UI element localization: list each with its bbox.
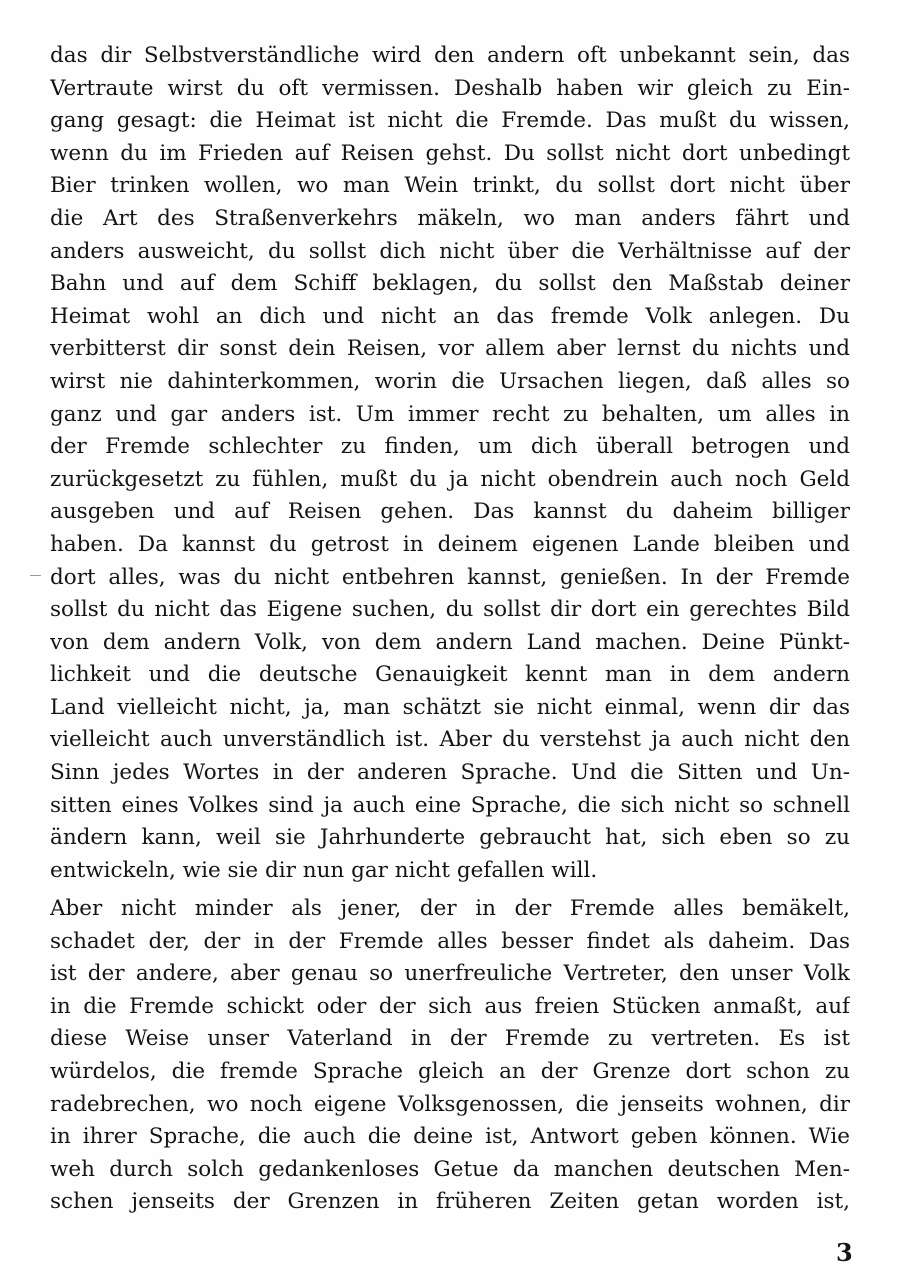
- text-line: verbitterst dir sonst dein Reisen, vor allem aber lernst du nichts und: [50, 336, 850, 362]
- text-line: entwickeln, wie sie dir nun gar nicht gefallen will.: [50, 857, 598, 883]
- text-line: vielleicht auch unverständlich ist. Aber du verstehst ja auch nicht den: [50, 727, 850, 753]
- text-line: Heimat wohl an dich und nicht an das fremde Volk anlegen. Du: [50, 303, 850, 329]
- text-line: von dem andern Volk, von dem andern Land machen. Deine Pünkt-: [50, 629, 850, 655]
- text-line: wirst nie dahinterkommen, worin die Ursachen liegen, daß alles so: [50, 368, 850, 394]
- text-line: zurückgesetzt zu fühlen, mußt du ja nicht obendrein auch noch Geld: [50, 466, 850, 492]
- text-line: Sinn jedes Wortes in der anderen Sprache. Und die Sitten und Un-: [50, 760, 850, 786]
- text-line: der Fremde schlechter zu finden, um dich überall betrogen und: [50, 434, 850, 460]
- text-line: lichkeit und die deutsche Genauigkeit kennt man in dem andern: [50, 662, 850, 688]
- text-line: in die Fremde schickt oder der sich aus freien Stücken anmaßt, auf: [50, 993, 850, 1019]
- margin-mark: [30, 575, 41, 576]
- text-line: Bahn und auf dem Schiff beklagen, du sollst den Maßstab deiner: [50, 271, 850, 297]
- text-line: schadet der, der in der Fremde alles besser findet als daheim. Das: [50, 928, 850, 954]
- text-line: Land vielleicht nicht, ja, man schätzt sie nicht einmal, wenn dir das: [50, 694, 850, 720]
- text-line: in ihrer Sprache, die auch die deine ist, Antwort geben können. Wie: [50, 1124, 850, 1150]
- text-line: ausgeben und auf Reisen gehen. Das kannst du daheim billiger: [50, 499, 850, 525]
- text-line: ganz und gar anders ist. Um immer recht zu behalten, um alles in: [50, 401, 850, 427]
- text-line: radebrechen, wo noch eigene Volksgenossen, die jenseits wohnen, dir: [50, 1091, 850, 1117]
- text-line: wenn du im Frieden auf Reisen gehst. Du sollst nicht dort unbedingt: [50, 140, 850, 166]
- text-line: die Art des Straßenverkehrs mäkeln, wo man anders fährt und: [50, 205, 850, 231]
- text-line: anders ausweicht, du sollst dich nicht über die Verhältnisse auf der: [50, 238, 850, 264]
- paragraph: [50, 40, 850, 887]
- text-line: Bier trinken wollen, wo man Wein trinkt, du sollst dort nicht über: [50, 173, 850, 199]
- text-line: haben. Da kannst du getrost in deinem eigenen Lande bleiben und: [50, 531, 850, 557]
- text-line: schen jenseits der Grenzen in früheren Zeiten getan worden ist,: [50, 1189, 850, 1215]
- text-line: das dir Selbstverständliche wird den andern oft unbekannt sein, das: [50, 43, 850, 68]
- text-line: diese Weise unser Vaterland in der Fremde zu vertreten. Es ist: [50, 1026, 850, 1052]
- text-line: dort alles, was du nicht entbehren kannst, genießen. In der Fremde: [50, 564, 850, 590]
- text-line: weh durch solch gedankenloses Getue da manchen deutschen Men-: [50, 1156, 850, 1182]
- text-line: würdelos, die fremde Sprache gleich an der Grenze dort schon zu: [50, 1058, 850, 1084]
- text-line: Vertraute wirst du oft vermissen. Deshalb haben wir gleich zu Ein-: [50, 75, 850, 101]
- text-line: ist der andere, aber genau so unerfreuliche Vertreter, den unser Volk: [50, 961, 850, 987]
- text-line: gang gesagt: die Heimat ist nicht die Fremde. Das mußt du wissen,: [50, 108, 850, 134]
- text-line: sollst du nicht das Eigene suchen, du sollst dir dort ein gerechtes Bild: [50, 597, 850, 623]
- text-line: Aber nicht minder als jener, der in der Fremde alles bemäkelt,: [50, 896, 850, 921]
- paragraph: [50, 893, 850, 1219]
- text-line: ändern kann, weil sie Jahrhunderte gebraucht hat, sich eben so zu: [50, 825, 850, 851]
- page-number: 3: [836, 1238, 853, 1267]
- text-line: sitten eines Volkes sind ja auch eine Sprache, die sich nicht so schnell: [50, 792, 850, 818]
